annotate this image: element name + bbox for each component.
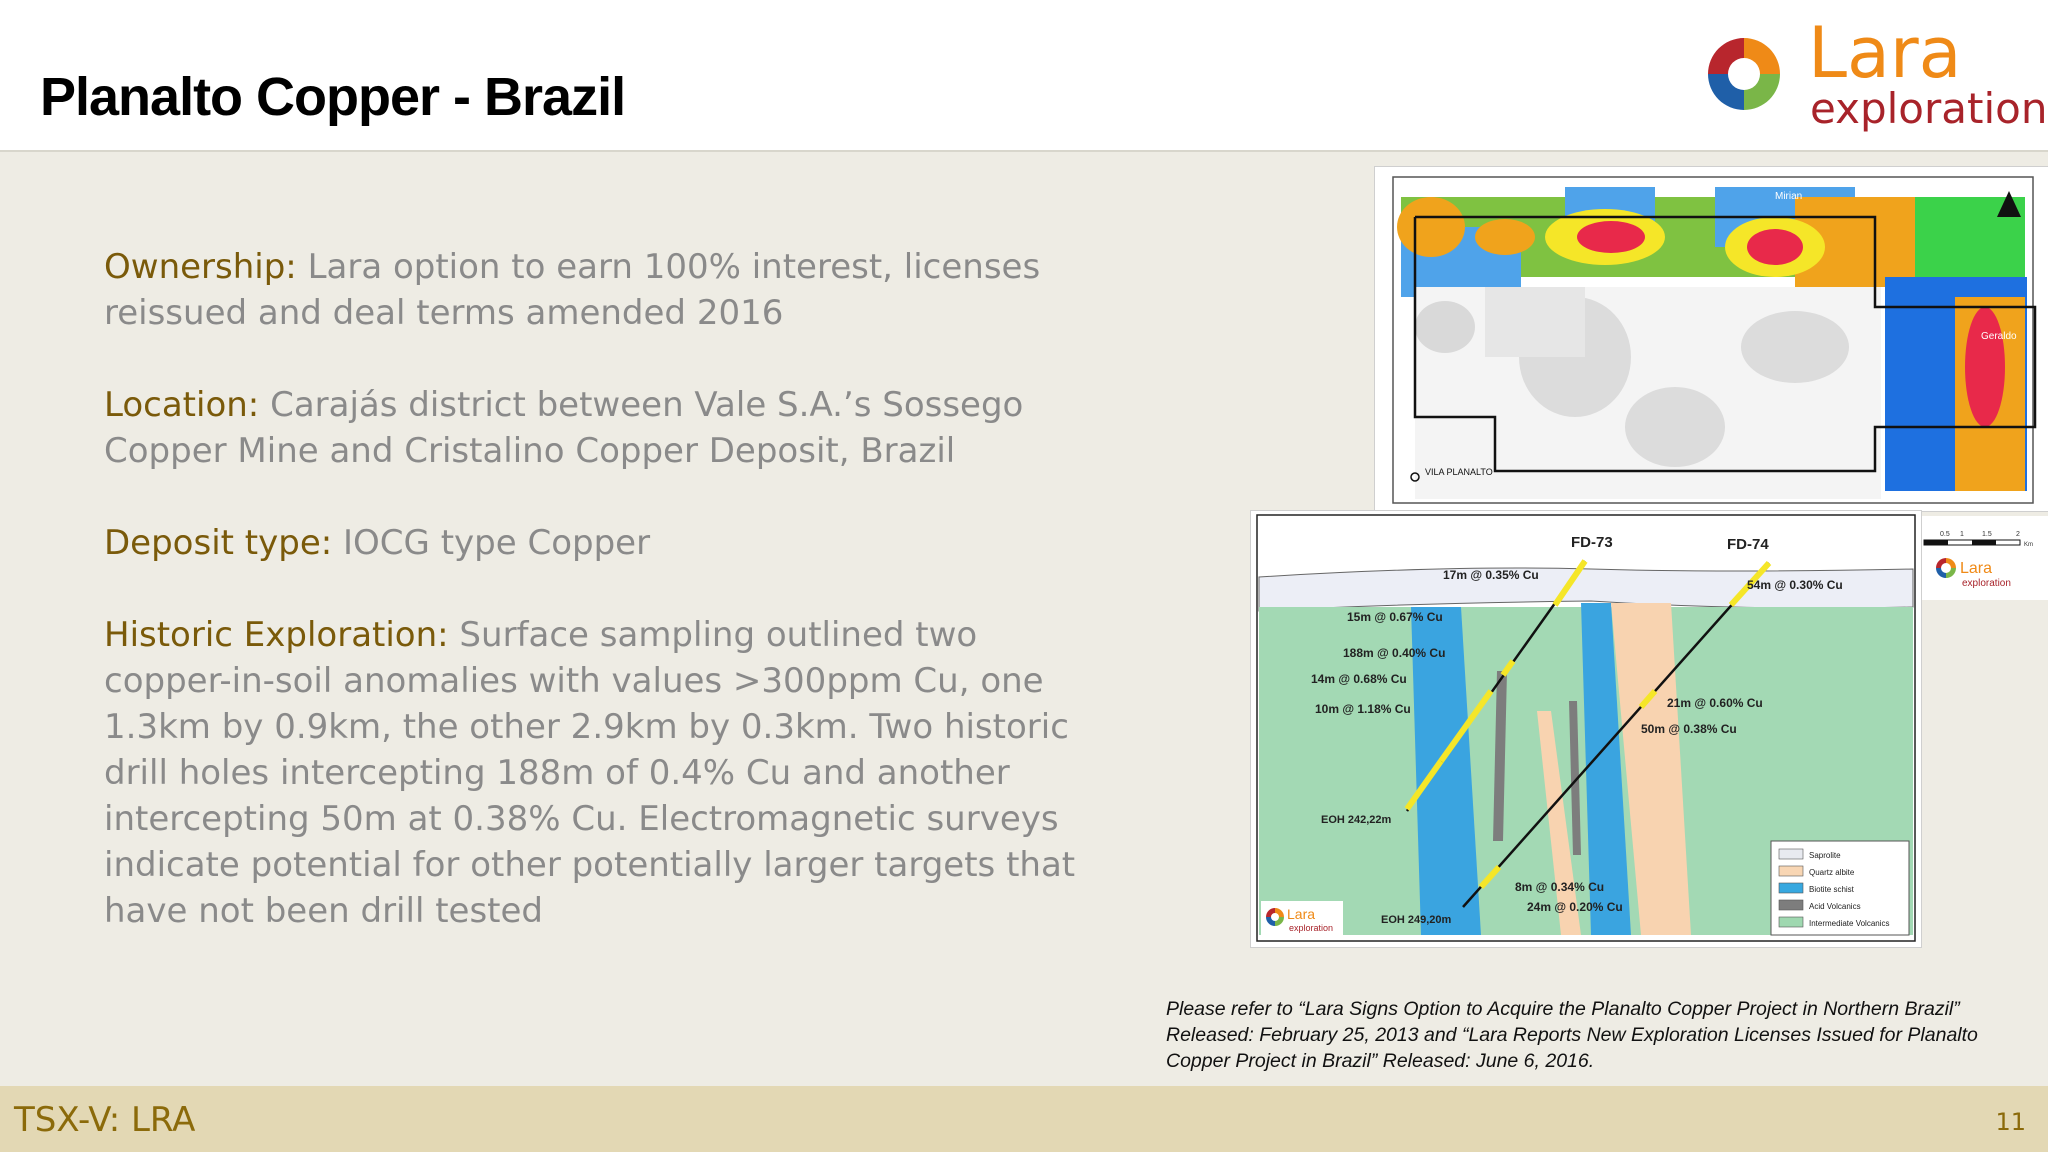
bullet-label: Deposit type:	[104, 523, 333, 563]
cross-section-graphic	[1251, 511, 1921, 947]
slide-footer	[0, 1086, 2048, 1152]
drill-hole-label: FD-73	[1571, 534, 1613, 551]
ticker-symbol: TSX-V: LRA	[14, 1100, 196, 1140]
intercept-label: 21m @ 0.60% Cu	[1667, 696, 1763, 710]
intercept-label: 17m @ 0.35% Cu	[1443, 568, 1539, 582]
intercept-label: 10m @ 1.18% Cu	[1315, 702, 1411, 716]
scale-tick-label: 1.5	[1982, 531, 1992, 538]
intercept-label: 24m @ 0.20% Cu	[1527, 900, 1623, 914]
legend-entry: Acid Volcanics	[1809, 902, 1861, 911]
slide-title: Planalto Copper - Brazil	[40, 67, 626, 127]
small-logo-word-exploration: exploration	[1962, 578, 2011, 589]
bullet-ownership	[104, 244, 1094, 336]
intercept-label: 54m @ 0.30% Cu	[1747, 578, 1843, 592]
bullet-label: Historic Exploration:	[104, 615, 449, 655]
anomaly-map-graphic	[1375, 167, 2048, 511]
bullet-text: Lara option to earn 100% interest, licenses reissued and deal terms amended 2016	[104, 247, 1041, 333]
bullet-historic-exploration	[104, 612, 1094, 934]
map-scale-and-logo	[1920, 516, 2048, 600]
drill-hole-label: FD-74	[1727, 536, 1769, 553]
map-label-vila: VILA PLANALTO	[1425, 467, 1493, 477]
logo-word-lara: Lara	[1808, 12, 1962, 94]
intercept-label: 15m @ 0.67% Cu	[1347, 610, 1443, 624]
lara-logo	[1688, 12, 2048, 133]
drill-cross-section	[1250, 510, 1922, 948]
legend-entry: Saprolite	[1809, 851, 1841, 860]
small-logo-word-lara: Lara	[1960, 560, 1993, 577]
source-caption: Please refer to “Lara Signs Option to Acquire the Planalto Copper Project in Northern Brazil” Released: February 25, 2013 and “Lara Reports New Exploration Licenses Issued for Planalto Copper Project in Brazil” Released: June 6, 2016.	[1166, 998, 1978, 1072]
logo-word-exploration: exploration	[1810, 84, 2048, 133]
bullet-location	[104, 382, 1094, 474]
map-label-mirian: Mirian	[1775, 191, 1803, 202]
map-label-geraldo: Geraldo	[1981, 331, 2017, 342]
pinwheel-icon	[1688, 18, 1800, 130]
slide-header	[0, 0, 2048, 152]
eoh-label: EOH 242,22m	[1321, 814, 1392, 826]
bullet-deposit-type	[104, 520, 1094, 566]
scale-tick-label: 0.5	[1940, 531, 1950, 538]
section-logo-word-exploration: exploration	[1289, 923, 1334, 933]
bullet-list	[104, 244, 1094, 980]
scale-bar-graphic	[1920, 516, 2048, 600]
legend-entry: Quartz albite	[1809, 868, 1855, 877]
intercept-label: 14m @ 0.68% Cu	[1311, 672, 1407, 686]
eoh-label: EOH 249,20m	[1381, 914, 1452, 926]
intercept-label: 50m @ 0.38% Cu	[1641, 722, 1737, 736]
bullet-text: Surface sampling outlined two copper-in-soil anomalies with values >300ppm Cu, one 1.3km by 0.9km, the other 2.9km by 0.3km. Two historic drill holes intercepting 188m of 0.4% Cu and another intercepting 50m at 0.38% Cu. Electromagnetic surveys indicate potential for other potentially larger targets that have not been drill tested	[104, 615, 1076, 931]
scale-tick-label: 2	[2016, 531, 2020, 538]
legend-entry: Intermediate Volcanics	[1809, 919, 1890, 928]
bullet-label: Ownership:	[104, 247, 297, 287]
section-logo-word-lara: Lara	[1287, 906, 1316, 922]
bullet-text: IOCG type Copper	[332, 523, 651, 563]
scale-unit: Km	[2024, 542, 2033, 548]
bullet-text: Carajás district between Vale S.A.’s Sossego Copper Mine and Cristalino Copper Deposit, Brazil	[104, 385, 1024, 471]
intercept-label: 188m @ 0.40% Cu	[1343, 646, 1446, 660]
page-number: 11	[1995, 1108, 2026, 1136]
bullet-label: Location:	[104, 385, 260, 425]
intercept-label: 8m @ 0.34% Cu	[1515, 880, 1605, 894]
legend-entry: Biotite schist	[1809, 885, 1854, 894]
small-pinwheel-icon	[1936, 558, 1956, 578]
anomaly-map	[1374, 166, 2048, 512]
scale-tick-label: 1	[1960, 531, 1964, 538]
